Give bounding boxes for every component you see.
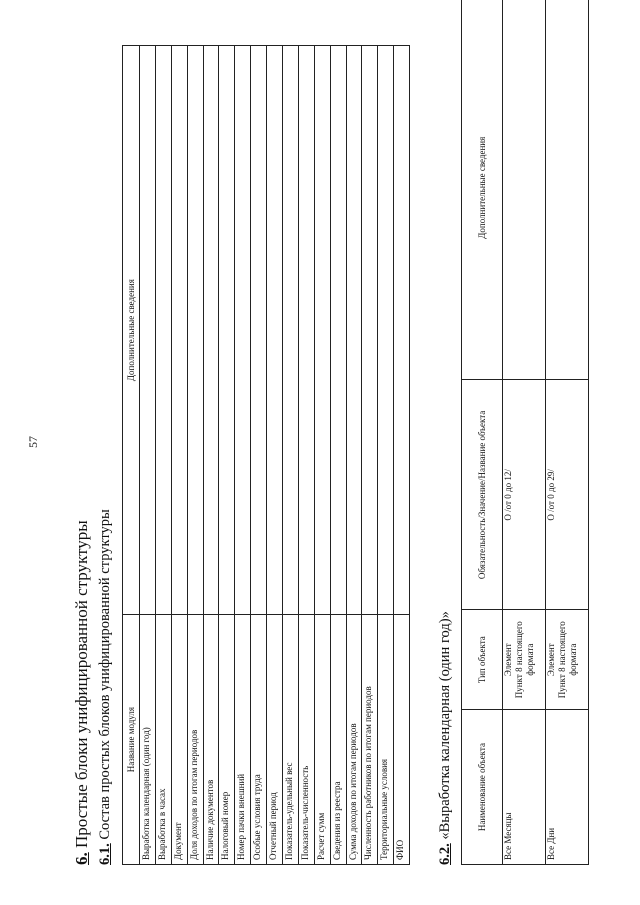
subsection-number: 6.2. <box>437 843 453 865</box>
table-row <box>283 46 299 865</box>
table-row <box>362 46 378 865</box>
additional-info-cell <box>394 46 410 615</box>
module-name-cell: Номер пачки внешний <box>235 615 251 865</box>
module-name-cell: Сумма доходов по итогам периодов <box>346 615 362 865</box>
table-row <box>546 0 589 865</box>
additional-info-cell <box>314 46 330 615</box>
module-name-cell: Численность работников по итогам периодов <box>362 615 378 865</box>
table-row <box>235 46 251 865</box>
table-row <box>251 46 267 865</box>
module-name-cell: Документ <box>171 615 187 865</box>
table-row <box>298 46 314 865</box>
additional-info-cell <box>140 46 156 615</box>
modules-table <box>122 45 410 865</box>
additional-info-cell <box>346 46 362 615</box>
module-name-cell: Особые условия труда <box>251 615 267 865</box>
header-module-name: Название модуля <box>123 615 140 865</box>
object-extra-cell <box>546 0 589 380</box>
table-row <box>187 46 203 865</box>
header-object-extra: Дополнительные сведения <box>462 0 503 380</box>
module-name-cell: Доля доходов по итогам периодов <box>187 615 203 865</box>
additional-info-cell <box>330 46 346 615</box>
module-name-cell: Показатель-удельный вес <box>283 615 299 865</box>
additional-info-cell <box>251 46 267 615</box>
additional-info-cell <box>171 46 187 615</box>
subsection-heading-calendar <box>437 611 454 865</box>
object-type-cell: Элемент Пункт 8 настоящего формата <box>546 610 589 710</box>
object-type-cell: Элемент Пункт 8 настоящего формата <box>503 610 546 710</box>
table-row <box>219 46 235 865</box>
object-name-cell: Все Месяцы <box>503 710 546 865</box>
module-name-cell: Показатель-численность <box>298 615 314 865</box>
header-object-name: Наименование объекта <box>462 710 503 865</box>
module-name-cell: Выработка в часах <box>155 615 171 865</box>
additional-info-cell <box>203 46 219 615</box>
object-extra-cell <box>503 0 546 380</box>
module-name-cell: Территориальные условия <box>378 615 394 865</box>
subsection-number: 6.1. <box>97 843 113 865</box>
page-number: 57 <box>26 436 40 448</box>
table-row <box>203 46 219 865</box>
section-number: 6. <box>72 852 91 865</box>
additional-info-cell <box>235 46 251 615</box>
module-name-cell: Сведения из реестра <box>330 615 346 865</box>
module-name-cell: Отчетный период <box>267 615 283 865</box>
module-name-cell: ФИО <box>394 615 410 865</box>
subsection-title: Состав простых блоков унифицированной структуры <box>97 509 113 840</box>
additional-info-cell <box>362 46 378 615</box>
table-row <box>314 46 330 865</box>
table-row <box>267 46 283 865</box>
header-object-requirement: Обязательность/Значение/Название объекта <box>462 380 503 610</box>
object-name-cell: Все Дни <box>546 710 589 865</box>
table-row <box>171 46 187 865</box>
table-row <box>378 46 394 865</box>
section-title: Простые блоки унифицированной структуры <box>72 520 91 848</box>
table-row <box>330 46 346 865</box>
additional-info-cell <box>155 46 171 615</box>
subsection-heading-modules <box>97 509 114 865</box>
objects-table-header <box>462 0 503 865</box>
module-name-cell: Расчет сумм <box>314 615 330 865</box>
table-row <box>394 46 410 865</box>
module-name-cell: Налоговый номер <box>219 615 235 865</box>
table-row <box>503 0 546 865</box>
table-row <box>155 46 171 865</box>
objects-table <box>461 0 589 865</box>
module-name-cell: Выработка календарная (один год) <box>140 615 156 865</box>
additional-info-cell <box>378 46 394 615</box>
additional-info-cell <box>187 46 203 615</box>
header-additional-info: Дополнительные сведения <box>123 46 140 615</box>
additional-info-cell <box>283 46 299 615</box>
additional-info-cell <box>298 46 314 615</box>
subsection-title: «Выработка календарная (один год)» <box>437 611 453 840</box>
additional-info-cell <box>267 46 283 615</box>
object-value-cell: О /от 0 до 29/ <box>546 380 589 610</box>
object-value-cell: О /от 0 до 12/ <box>503 380 546 610</box>
additional-info-cell <box>219 46 235 615</box>
modules-table-header <box>123 46 140 865</box>
table-row <box>346 46 362 865</box>
section-heading <box>72 520 92 865</box>
header-object-type: Тип объекта <box>462 610 503 710</box>
table-row <box>140 46 156 865</box>
module-name-cell: Наличие документов <box>203 615 219 865</box>
